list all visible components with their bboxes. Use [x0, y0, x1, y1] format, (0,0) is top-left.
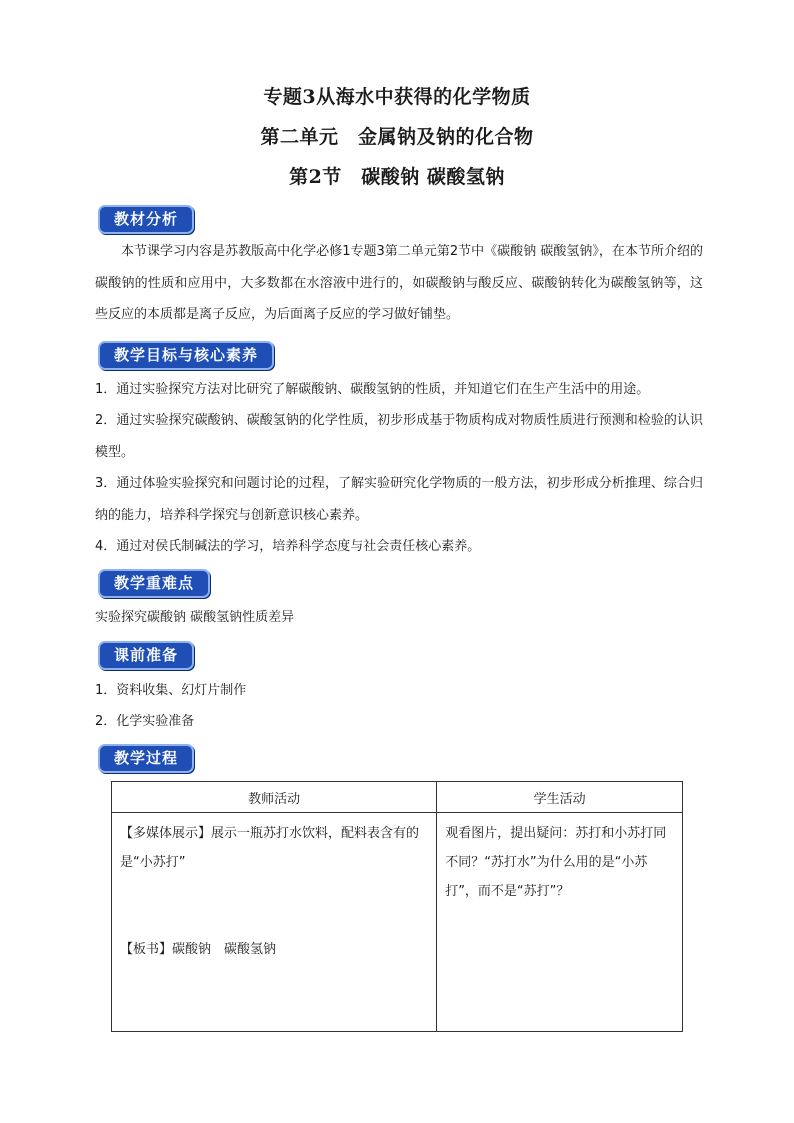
student-activity-text: 观看图片，提出疑问：苏打和小苏打同不同？“苏打水”为什么用的是“小苏打”，而不是“苏打”？: [445, 826, 667, 899]
student-activity-cell: [437, 813, 683, 1032]
table-header-row: [112, 782, 683, 813]
key-points-text: 实验探究碳酸钠 碳酸氢钠性质差异: [95, 610, 295, 625]
teacher-activity-header: 教师活动: [112, 782, 437, 813]
teacher-activity-cell: [112, 813, 437, 1032]
section-title: 第2节 碳酸钠 碳酸氢钠: [289, 166, 505, 188]
goal-item: 4．通过对侯氏制碱法的学习，培养科学态度与社会责任核心素养。: [95, 539, 481, 554]
analysis-paragraph: 本节课学习内容是苏教版高中化学必修1专题3第二单元第2节中《碳酸钠 碳酸氢钠》，在本节所介绍的碳酸钠的性质和应用中，大多数都在水溶液中进行的，如碳酸钠与酸反应、碳酸钠转化为碳酸氢钠等，这些反应的本质都是离子反应，为后面离子反应的学习做好铺垫。: [95, 244, 703, 322]
badge-key-points: 教学重难点: [98, 569, 210, 598]
unit-title: 第二单元 金属钠及钠的化合物: [260, 126, 534, 148]
teacher-activity-text: 【多媒体展示】展示一瓶苏打水饮料，配料表含有的是“小苏打”: [120, 826, 420, 870]
prep-item: 1．资料收集、幻灯片制作: [95, 683, 247, 698]
badge-goals: 教学目标与核心素养: [98, 341, 274, 370]
topic-title: 专题3从海水中获得的化学物质: [263, 86, 531, 108]
badge-analysis: 教材分析: [98, 205, 194, 234]
goal-item: 3．通过体验实验探究和问题讨论的过程，了解实验研究化学物质的一般方法，初步形成分析推理、综合归纳的能力，培养科学探究与创新意识核心素养。: [95, 476, 703, 523]
table-row: [112, 813, 683, 1032]
teacher-board-text: 【板书】碳酸钠 碳酸氢钠: [120, 942, 277, 957]
badge-preparation: 课前准备: [98, 641, 194, 670]
prep-item: 2．化学实验准备: [95, 714, 195, 729]
goal-item: 2．通过实验探究碳酸钠、碳酸氢钠的化学性质，初步形成基于物质构成对物质性质进行预测和检验的认识模型。: [95, 413, 703, 460]
goal-item: 1．通过实验探究方法对比研究了解碳酸钠、碳酸氢钠的性质，并知道它们在生产生活中的用途。: [95, 382, 650, 397]
student-activity-header: 学生活动: [437, 782, 683, 813]
badge-process: 教学过程: [98, 744, 194, 773]
process-table: [111, 781, 683, 1032]
